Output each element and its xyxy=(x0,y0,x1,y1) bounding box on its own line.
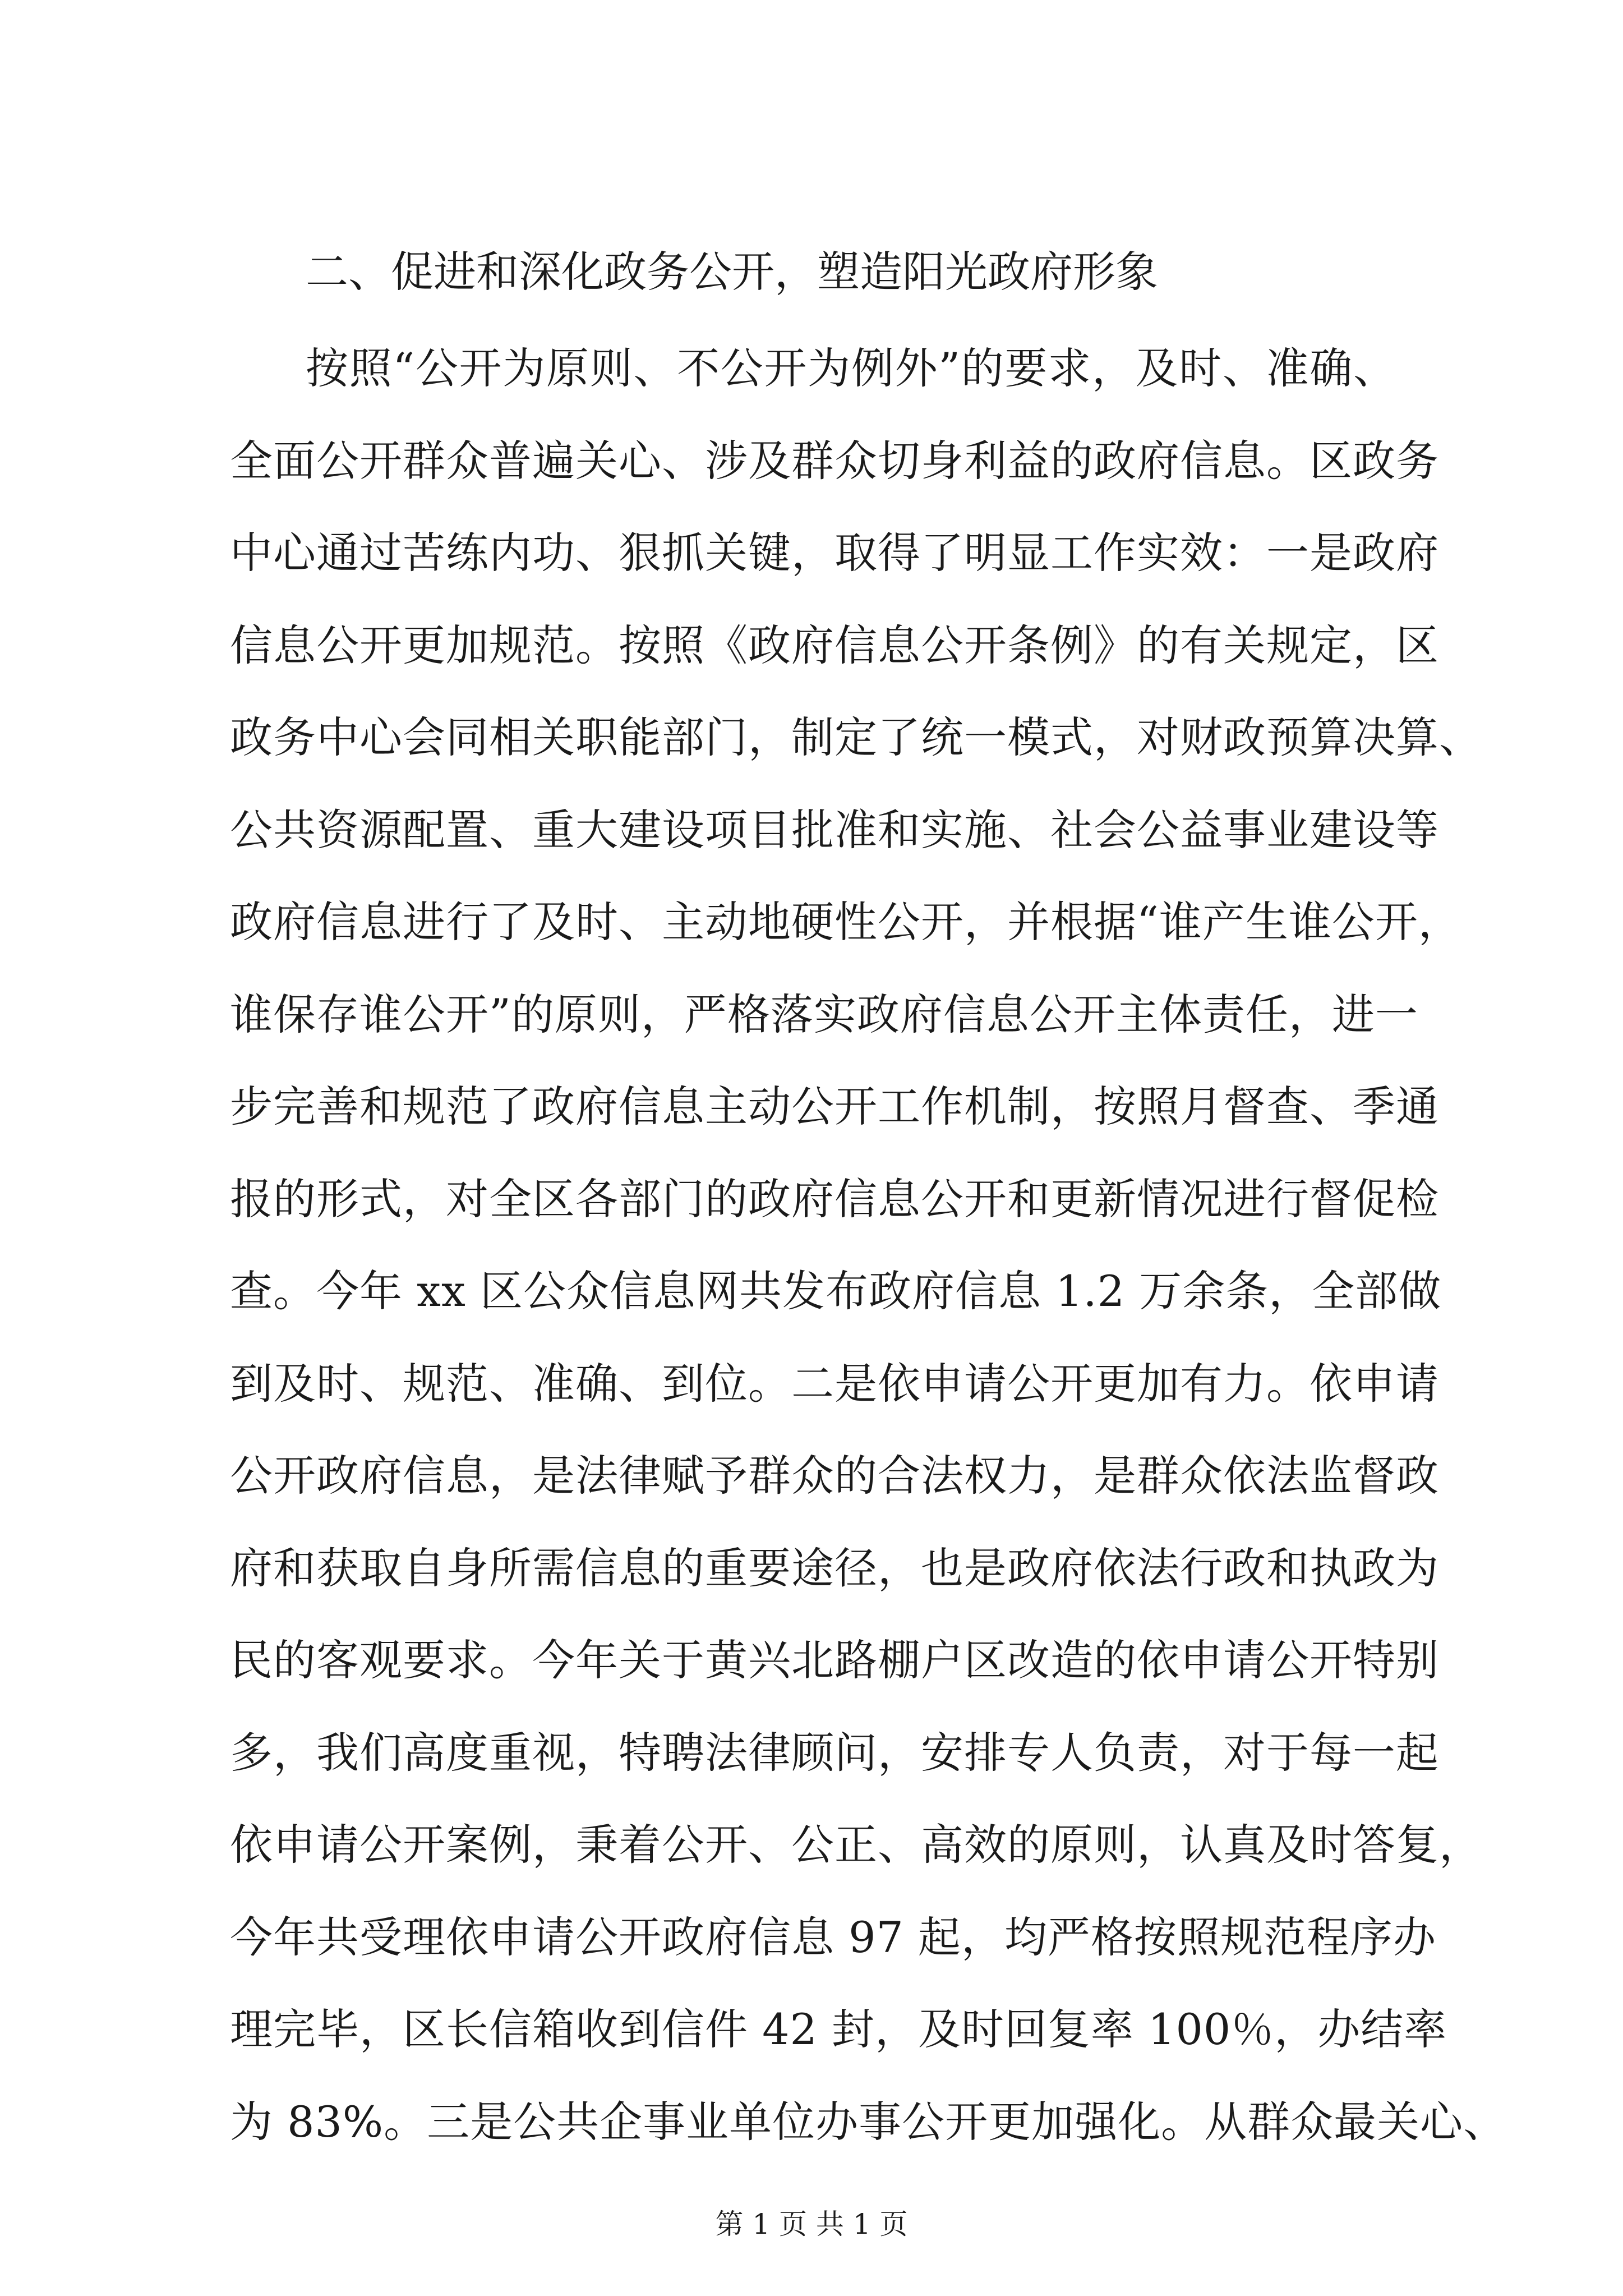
page-footer: 第 1 页 共 1 页 xyxy=(715,2208,908,2240)
paragraph-line: 谁保存谁公开”的原则，严格落实政府信息公开主体责任，进一 xyxy=(230,989,1418,1039)
document-body xyxy=(230,222,1507,2168)
paragraph-line: 信息公开更加规范。按照《政府信息公开条例》的有关规定，区 xyxy=(230,620,1439,670)
paragraph-line: 报的形式，对全区各部门的政府信息公开和更新情况进行督促检 xyxy=(230,1174,1439,1224)
paragraph-line: 政府信息进行了及时、主动地硬性公开，并根据“谁产生谁公开， xyxy=(230,897,1461,947)
paragraph-line: 多，我们高度重视，特聘法律顾问，安排专人负责，对于每一起 xyxy=(230,1727,1439,1778)
paragraph-line: 今年共受理依申请公开政府信息 97 起，均严格按照规范程序办 xyxy=(230,1912,1437,1962)
paragraph-line: 理完毕，区长信箱收到信件 42 封，及时回复率 100％，办结率 xyxy=(230,2004,1447,2054)
paragraph-line: 为 83%。三是公共企事业单位办事公开更加强化。从群众最关心、 xyxy=(230,2096,1507,2147)
paragraph-line: 公开政府信息，是法律赋予群众的合法权力，是群众依法监督政 xyxy=(230,1451,1439,1501)
paragraph-line: 府和获取自身所需信息的重要途径，也是政府依法行政和执政为 xyxy=(230,1543,1439,1593)
paragraph-line: 政务中心会同相关职能部门，制定了统一模式，对财政预算决算、 xyxy=(230,712,1482,762)
paragraph-line: 全面公开群众普遍关心、涉及群众切身利益的政府信息。区政务 xyxy=(230,435,1439,486)
body-paragraph xyxy=(230,323,1507,2168)
paragraph-line: 依申请公开案例，秉着公开、公正、高效的原则，认真及时答复， xyxy=(230,1820,1482,1870)
paragraph-line: 按照“公开为原则、不公开为例外”的要求，及时、准确、 xyxy=(306,343,1396,393)
paragraph-line: 步完善和规范了政府信息主动公开工作机制，按照月督查、季通 xyxy=(230,1082,1439,1131)
section-heading: 二、促进和深化政务公开，塑造阳光政府形象 xyxy=(306,247,1158,297)
paragraph-line: 查。今年 xx 区公众信息网共发布政府信息 1.2 万余条，全部做 xyxy=(230,1266,1442,1316)
paragraph-line: 中心通过苦练内功、狠抓关键，取得了明显工作实效：一是政府 xyxy=(230,528,1439,578)
paragraph-line: 到及时、规范、准确、到位。二是依申请公开更加有力。依申请 xyxy=(230,1358,1439,1409)
paragraph-line: 民的客观要求。今年关于黄兴北路棚户区改造的依申请公开特别 xyxy=(230,1635,1439,1685)
paragraph-line: 公共资源配置、重大建设项目批准和实施、社会公益事业建设等 xyxy=(230,804,1439,855)
